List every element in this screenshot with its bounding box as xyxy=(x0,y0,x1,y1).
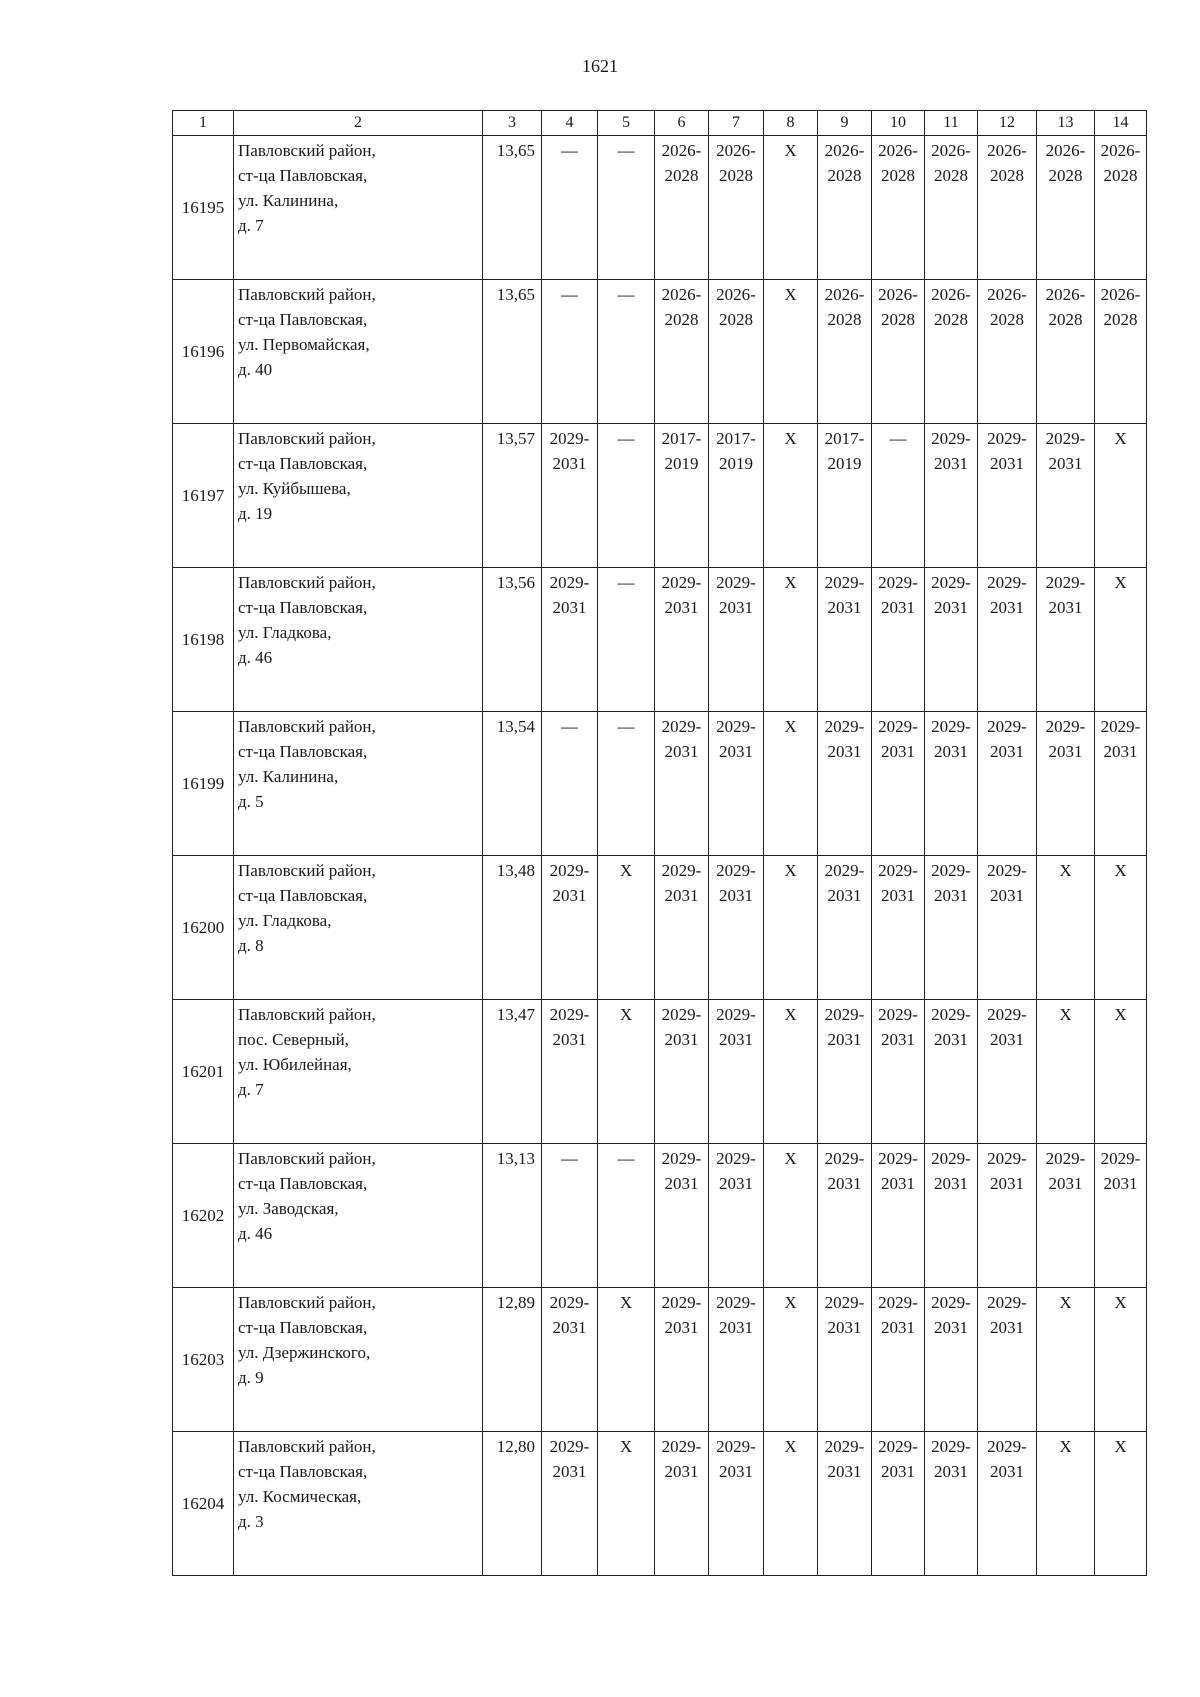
period-cell: 2029- 2031 xyxy=(542,424,598,568)
area-cell: 13,57 xyxy=(483,424,542,568)
header-row xyxy=(173,111,1147,136)
period-cell: 2029- 2031 xyxy=(818,712,872,856)
period-cell: 2029- 2031 xyxy=(1037,424,1095,568)
period-cell: 2026- 2028 xyxy=(655,136,709,280)
period-cell: X xyxy=(1037,1288,1095,1432)
period-cell: X xyxy=(1037,856,1095,1000)
address-line: д. 19 xyxy=(238,504,273,523)
table-row xyxy=(173,1432,1147,1576)
period-cell: X xyxy=(764,712,818,856)
period-cell: 2029- 2031 xyxy=(655,712,709,856)
address-line: ул. Дзержинского, xyxy=(238,1343,371,1362)
page-number: 1621 xyxy=(582,56,618,76)
period-cell: 2029- 2031 xyxy=(872,1432,925,1576)
address-cell xyxy=(234,712,483,856)
period-cell: 2026- 2028 xyxy=(978,280,1037,424)
address-line: ст-ца Павловская, xyxy=(238,310,368,329)
address-line: Павловский район, xyxy=(238,573,376,592)
address-cell xyxy=(234,856,483,1000)
period-cell: 2029- 2031 xyxy=(709,568,764,712)
period-cell: 2017- 2019 xyxy=(818,424,872,568)
period-cell: 2029- 2031 xyxy=(925,568,978,712)
period-cell: 2029- 2031 xyxy=(655,1288,709,1432)
area-cell: 12,80 xyxy=(483,1432,542,1576)
period-cell: 2026- 2028 xyxy=(872,280,925,424)
column-header: 4 xyxy=(542,111,598,136)
row-number: 16204 xyxy=(173,1432,234,1576)
area-cell: 13,13 xyxy=(483,1144,542,1288)
period-cell: — xyxy=(542,280,598,424)
period-cell: X xyxy=(764,856,818,1000)
period-cell: 2029- 2031 xyxy=(925,1288,978,1432)
period-cell: 2017- 2019 xyxy=(655,424,709,568)
period-cell: X xyxy=(764,136,818,280)
period-cell: 2029- 2031 xyxy=(925,1432,978,1576)
address-line: ул. Куйбышева, xyxy=(238,479,351,498)
period-cell: 2017- 2019 xyxy=(709,424,764,568)
period-cell: 2029- 2031 xyxy=(978,1144,1037,1288)
period-cell: X xyxy=(764,280,818,424)
register-table xyxy=(172,110,1147,1576)
column-header: 7 xyxy=(709,111,764,136)
period-cell: X xyxy=(764,1144,818,1288)
address-cell xyxy=(234,1144,483,1288)
period-cell: 2029- 2031 xyxy=(542,1432,598,1576)
period-cell: X xyxy=(1095,568,1147,712)
period-cell: 2029- 2031 xyxy=(818,1144,872,1288)
address-line: д. 46 xyxy=(238,648,273,667)
address-line: ст-ца Павловская, xyxy=(238,886,368,905)
address-cell xyxy=(234,1432,483,1576)
address-line: ст-ца Павловская, xyxy=(238,1462,368,1481)
period-cell: X xyxy=(598,856,655,1000)
period-cell: 2029- 2031 xyxy=(872,1000,925,1144)
period-cell: 2029- 2031 xyxy=(709,1000,764,1144)
column-header: 12 xyxy=(978,111,1037,136)
row-number: 16203 xyxy=(173,1288,234,1432)
period-cell: 2026- 2028 xyxy=(818,280,872,424)
period-cell: 2029- 2031 xyxy=(709,1288,764,1432)
row-number: 16196 xyxy=(173,280,234,424)
table-body xyxy=(173,136,1147,1576)
period-cell: — xyxy=(872,424,925,568)
period-cell: 2029- 2031 xyxy=(925,1000,978,1144)
period-cell: 2029- 2031 xyxy=(978,1288,1037,1432)
period-cell: 2029- 2031 xyxy=(709,1432,764,1576)
address-line: Павловский район, xyxy=(238,285,376,304)
address-line: д. 9 xyxy=(238,1368,264,1387)
period-cell: 2029- 2031 xyxy=(818,1288,872,1432)
area-cell: 13,48 xyxy=(483,856,542,1000)
table-row xyxy=(173,1288,1147,1432)
period-cell: 2029- 2031 xyxy=(925,712,978,856)
address-line: Павловский район, xyxy=(238,861,376,880)
period-cell: X xyxy=(1095,1432,1147,1576)
table-row xyxy=(173,280,1147,424)
period-cell: 2029- 2031 xyxy=(709,856,764,1000)
row-number: 16195 xyxy=(173,136,234,280)
period-cell: 2029- 2031 xyxy=(978,1432,1037,1576)
address-cell xyxy=(234,1288,483,1432)
column-header: 2 xyxy=(234,111,483,136)
period-cell: 2029- 2031 xyxy=(818,1000,872,1144)
address-line: Павловский район, xyxy=(238,717,376,736)
period-cell: X xyxy=(764,424,818,568)
period-cell: 2029- 2031 xyxy=(978,424,1037,568)
period-cell: 2026- 2028 xyxy=(655,280,709,424)
period-cell: 2029- 2031 xyxy=(872,856,925,1000)
period-cell: 2029- 2031 xyxy=(1095,1144,1147,1288)
address-line: д. 5 xyxy=(238,792,264,811)
address-line: ул. Космическая, xyxy=(238,1487,362,1506)
period-cell: — xyxy=(598,568,655,712)
period-cell: 2029- 2031 xyxy=(818,1432,872,1576)
address-line: д. 7 xyxy=(238,216,264,235)
period-cell: 2029- 2031 xyxy=(925,424,978,568)
period-cell: X xyxy=(598,1432,655,1576)
table-header xyxy=(173,111,1147,136)
address-line: д. 3 xyxy=(238,1512,264,1531)
period-cell: 2026- 2028 xyxy=(925,280,978,424)
period-cell: 2029- 2031 xyxy=(1037,712,1095,856)
row-number: 16197 xyxy=(173,424,234,568)
period-cell: 2029- 2031 xyxy=(872,712,925,856)
area-cell: 12,89 xyxy=(483,1288,542,1432)
column-header: 3 xyxy=(483,111,542,136)
period-cell: 2029- 2031 xyxy=(872,1144,925,1288)
address-line: Павловский район, xyxy=(238,1005,376,1024)
table-row xyxy=(173,1000,1147,1144)
period-cell: 2029- 2031 xyxy=(925,856,978,1000)
period-cell: X xyxy=(1037,1432,1095,1576)
address-line: ст-ца Павловская, xyxy=(238,166,368,185)
table-row xyxy=(173,712,1147,856)
address-line: Павловский район, xyxy=(238,429,376,448)
address-line: ул. Калинина, xyxy=(238,191,339,210)
column-header: 8 xyxy=(764,111,818,136)
period-cell: — xyxy=(598,424,655,568)
period-cell: 2029- 2031 xyxy=(925,1144,978,1288)
address-cell xyxy=(234,424,483,568)
period-cell: X xyxy=(598,1288,655,1432)
period-cell: 2029- 2031 xyxy=(978,1000,1037,1144)
period-cell: 2029- 2031 xyxy=(978,712,1037,856)
period-cell: — xyxy=(542,1144,598,1288)
period-cell: — xyxy=(598,712,655,856)
period-cell: — xyxy=(598,136,655,280)
address-line: ст-ца Павловская, xyxy=(238,742,368,761)
address-line: Павловский район, xyxy=(238,1149,376,1168)
period-cell: 2029- 2031 xyxy=(1037,1144,1095,1288)
period-cell: X xyxy=(598,1000,655,1144)
address-line: пос. Северный, xyxy=(238,1030,349,1049)
address-line: ул. Первомайская, xyxy=(238,335,370,354)
period-cell: 2026- 2028 xyxy=(925,136,978,280)
period-cell: 2026- 2028 xyxy=(818,136,872,280)
column-header: 6 xyxy=(655,111,709,136)
column-header: 9 xyxy=(818,111,872,136)
period-cell: 2029- 2031 xyxy=(978,568,1037,712)
period-cell: 2026- 2028 xyxy=(709,136,764,280)
address-line: д. 7 xyxy=(238,1080,264,1099)
column-header: 5 xyxy=(598,111,655,136)
address-line: ул. Гладкова, xyxy=(238,911,332,930)
period-cell: X xyxy=(1037,1000,1095,1144)
address-line: ст-ца Павловская, xyxy=(238,1174,368,1193)
address-cell xyxy=(234,280,483,424)
row-number: 16201 xyxy=(173,1000,234,1144)
period-cell: 2026- 2028 xyxy=(1095,136,1147,280)
column-header: 1 xyxy=(173,111,234,136)
period-cell: 2026- 2028 xyxy=(872,136,925,280)
address-cell xyxy=(234,136,483,280)
period-cell: 2029- 2031 xyxy=(1037,568,1095,712)
period-cell: 2026- 2028 xyxy=(1037,280,1095,424)
area-cell: 13,56 xyxy=(483,568,542,712)
period-cell: X xyxy=(1095,1288,1147,1432)
address-line: ул. Юбилейная, xyxy=(238,1055,352,1074)
table-row xyxy=(173,856,1147,1000)
row-number: 16200 xyxy=(173,856,234,1000)
column-header: 14 xyxy=(1095,111,1147,136)
period-cell: 2029- 2031 xyxy=(655,1144,709,1288)
period-cell: — xyxy=(542,712,598,856)
period-cell: 2029- 2031 xyxy=(542,568,598,712)
address-line: Павловский район, xyxy=(238,1437,376,1456)
period-cell: 2029- 2031 xyxy=(542,1288,598,1432)
table-row xyxy=(173,568,1147,712)
period-cell: X xyxy=(764,568,818,712)
period-cell: 2029- 2031 xyxy=(818,856,872,1000)
period-cell: 2029- 2031 xyxy=(818,568,872,712)
area-cell: 13,47 xyxy=(483,1000,542,1144)
period-cell: 2029- 2031 xyxy=(542,856,598,1000)
column-header: 10 xyxy=(872,111,925,136)
period-cell: — xyxy=(542,136,598,280)
area-cell: 13,54 xyxy=(483,712,542,856)
area-cell: 13,65 xyxy=(483,280,542,424)
period-cell: X xyxy=(1095,856,1147,1000)
period-cell: — xyxy=(598,1144,655,1288)
period-cell: 2029- 2031 xyxy=(709,712,764,856)
area-cell: 13,65 xyxy=(483,136,542,280)
period-cell: 2029- 2031 xyxy=(542,1000,598,1144)
period-cell: 2026- 2028 xyxy=(1095,280,1147,424)
period-cell: X xyxy=(764,1288,818,1432)
address-cell xyxy=(234,1000,483,1144)
row-number: 16199 xyxy=(173,712,234,856)
address-line: Павловский район, xyxy=(238,141,376,160)
address-cell xyxy=(234,568,483,712)
address-line: ст-ца Павловская, xyxy=(238,1318,368,1337)
address-line: ул. Калинина, xyxy=(238,767,339,786)
column-header: 11 xyxy=(925,111,978,136)
period-cell: 2026- 2028 xyxy=(709,280,764,424)
address-line: ул. Заводская, xyxy=(238,1199,339,1218)
period-cell: 2029- 2031 xyxy=(872,1288,925,1432)
table-row xyxy=(173,1144,1147,1288)
address-line: ст-ца Павловская, xyxy=(238,454,368,473)
period-cell: 2026- 2028 xyxy=(978,136,1037,280)
address-line: д. 40 xyxy=(238,360,273,379)
address-line: д. 8 xyxy=(238,936,264,955)
period-cell: 2029- 2031 xyxy=(1095,712,1147,856)
period-cell: X xyxy=(1095,424,1147,568)
row-number: 16202 xyxy=(173,1144,234,1288)
period-cell: X xyxy=(1095,1000,1147,1144)
period-cell: X xyxy=(764,1000,818,1144)
period-cell: 2029- 2031 xyxy=(655,1432,709,1576)
period-cell: 2026- 2028 xyxy=(1037,136,1095,280)
period-cell: 2029- 2031 xyxy=(978,856,1037,1000)
period-cell: 2029- 2031 xyxy=(872,568,925,712)
address-line: Павловский район, xyxy=(238,1293,376,1312)
column-header: 13 xyxy=(1037,111,1095,136)
period-cell: 2029- 2031 xyxy=(655,1000,709,1144)
period-cell: 2029- 2031 xyxy=(709,1144,764,1288)
table-row xyxy=(173,424,1147,568)
period-cell: X xyxy=(764,1432,818,1576)
row-number: 16198 xyxy=(173,568,234,712)
address-line: д. 46 xyxy=(238,1224,273,1243)
address-line: ст-ца Павловская, xyxy=(238,598,368,617)
period-cell: 2029- 2031 xyxy=(655,568,709,712)
address-line: ул. Гладкова, xyxy=(238,623,332,642)
table-row xyxy=(173,136,1147,280)
period-cell: — xyxy=(598,280,655,424)
period-cell: 2029- 2031 xyxy=(655,856,709,1000)
